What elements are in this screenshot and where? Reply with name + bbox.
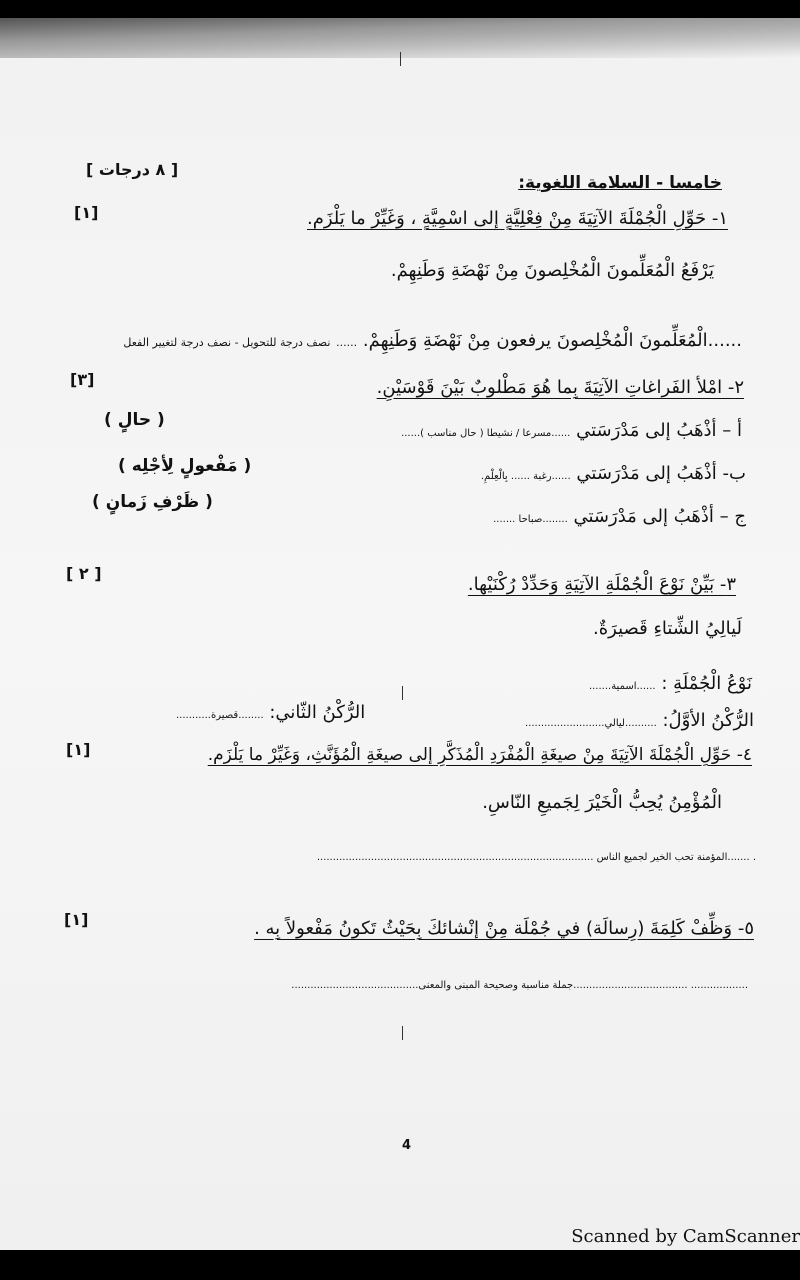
q5-answer-b: ....................................جملة مناسبة وصحيحة المبنى والمعنى........................................ bbox=[291, 980, 688, 991]
q5-mark: [١] bbox=[64, 910, 89, 929]
q2-item-c-answer: ........صباحا ....... bbox=[493, 514, 568, 525]
q1-answer-dots: ...... bbox=[336, 336, 358, 349]
q2-mark: [٣] bbox=[70, 370, 95, 389]
q5-answer-row bbox=[291, 980, 748, 991]
q2-item-c bbox=[493, 506, 746, 527]
q1-answer: الْمُعَلِّمونَ الْمُخْلِصونَ يرفعون مِنْ نَهْضَةِ وَطَنِهِمْ. bbox=[362, 330, 708, 351]
q2-item-a-answer: ......مسرعا / نشيطا ( حال مناسب )...... bbox=[401, 428, 571, 439]
q1-answer-row bbox=[123, 330, 742, 351]
q4-mark: [١] bbox=[66, 740, 91, 759]
q3-rukn2-label: الرُّكْنُ الثّاني: bbox=[269, 702, 366, 723]
q3-mark: [ ٢ ] bbox=[66, 564, 102, 583]
q4-answer: . .......المؤمنة تحب الخير لجميع الناس ....................................................................................... bbox=[316, 852, 756, 863]
section-title: خامسا - السلامة اللغوية: bbox=[518, 173, 722, 193]
q3-rukn1-row bbox=[525, 710, 754, 731]
q2-item-b-letter: ب- bbox=[722, 463, 746, 484]
q1-sentence: يَرْفَعُ الْمُعَلِّمونَ الْمُخْلِصونَ مِنْ نَهْضَةِ وَطَنِهِمْ. bbox=[390, 260, 714, 281]
q5-answer-a: .................. bbox=[690, 980, 748, 991]
q2-item-a-letter: أ – bbox=[722, 420, 742, 441]
stray-mark bbox=[400, 52, 401, 66]
q2-prompt: ٢- امْلأ الفَراغاتِ الآتِيَةَ بِما هُوَ مَطْلوبٌ بَيْنَ قَوْسَيْنِ. bbox=[376, 377, 744, 398]
q2-item-b-answer: ......رغبة ...... بِالْعِلْمِ. bbox=[480, 471, 571, 482]
q4-sentence: الْمُؤْمِنُ يُحِبُّ الْخَيْرَ لِجَميعِ النّاسِ. bbox=[482, 792, 722, 813]
q2-item-c-hint: ( ظَرْفِ زَمانٍ ) bbox=[92, 492, 213, 512]
scanner-watermark: Scanned by CamScanner bbox=[571, 1226, 800, 1247]
q2-item-a-text: أذْهَبُ إلى مَدْرَسَتي bbox=[576, 420, 717, 441]
q3-rukn2-answer: ........قصيرة........... bbox=[176, 710, 264, 721]
page-number: 4 bbox=[402, 1138, 412, 1153]
q3-type-row bbox=[589, 673, 752, 694]
q3-rukn1-answer: ..........ليالي......................... bbox=[525, 718, 657, 729]
q2-item-c-text: أذْهَبُ إلى مَدْرَسَتي bbox=[573, 506, 714, 527]
q2-item-b-text: أذْهَبُ إلى مَدْرَسَتي bbox=[576, 463, 717, 484]
stray-mark bbox=[402, 1026, 403, 1040]
bottom-black-bar bbox=[0, 1250, 800, 1280]
q1-prompt: ١- حَوِّلِ الْجُمْلَةَ الآتِيَةَ مِنْ فِعْلِيَّةٍ إلى اسْمِيَّةٍ ، وَغَيِّرْ ما يَلْزَم. bbox=[307, 208, 728, 229]
q2-item-a-hint: ( حالٍ ) bbox=[104, 410, 165, 430]
stray-mark bbox=[402, 686, 403, 700]
q3-prompt: ٣- بَيِّنْ نَوْعَ الْجُمْلَةِ الآتِيَةِ وَحَدِّدْ رُكْنَيْها. bbox=[467, 574, 736, 595]
q2-item-a bbox=[401, 420, 742, 441]
q3-rukn1-label: الرُّكْنُ الأوَّلُ: bbox=[662, 710, 754, 731]
q3-rukn2-row bbox=[176, 702, 365, 723]
q1-grading-note: نصف درجة للتحويل - نصف درجة لتغيير الفعل bbox=[123, 336, 331, 349]
scanned-page bbox=[0, 18, 800, 1250]
q5-prompt: ٥- وَظِّفْ كَلِمَةَ (رِسالَة) في جُمْلَة مِنْ إنْشائكَ بِحَيْثُ تَكونُ مَفْعولاً بِه . bbox=[254, 918, 754, 939]
q1-answer-lead: ...... bbox=[707, 330, 742, 351]
q3-sentence: لَيالِيُ الشِّتاءِ قَصيرَةٌ. bbox=[593, 618, 742, 639]
q1-mark: [١] bbox=[74, 203, 99, 222]
q2-item-b-hint: ( مَفْعولٍ لِأجْلِه ) bbox=[118, 456, 252, 476]
q4-prompt: ٤- حَوِّلِ الْجُمْلَةَ الآتِيَةَ مِنْ صيغَةِ الْمُفْرَدِ الْمُذَكَّرِ إلى صيغَةِ الْمُؤَنَّثِ، وَغَيِّرْ ما يَلْزَم. bbox=[207, 745, 752, 765]
q3-type-answer: ......اسمية....... bbox=[588, 681, 656, 692]
q2-item-c-letter: ج – bbox=[719, 506, 746, 527]
q3-type-label: نَوْعُ الْجُمْلَةِ : bbox=[661, 673, 752, 694]
section-score: [ ٨ درجات ] bbox=[86, 160, 179, 179]
q2-item-b bbox=[481, 463, 746, 484]
